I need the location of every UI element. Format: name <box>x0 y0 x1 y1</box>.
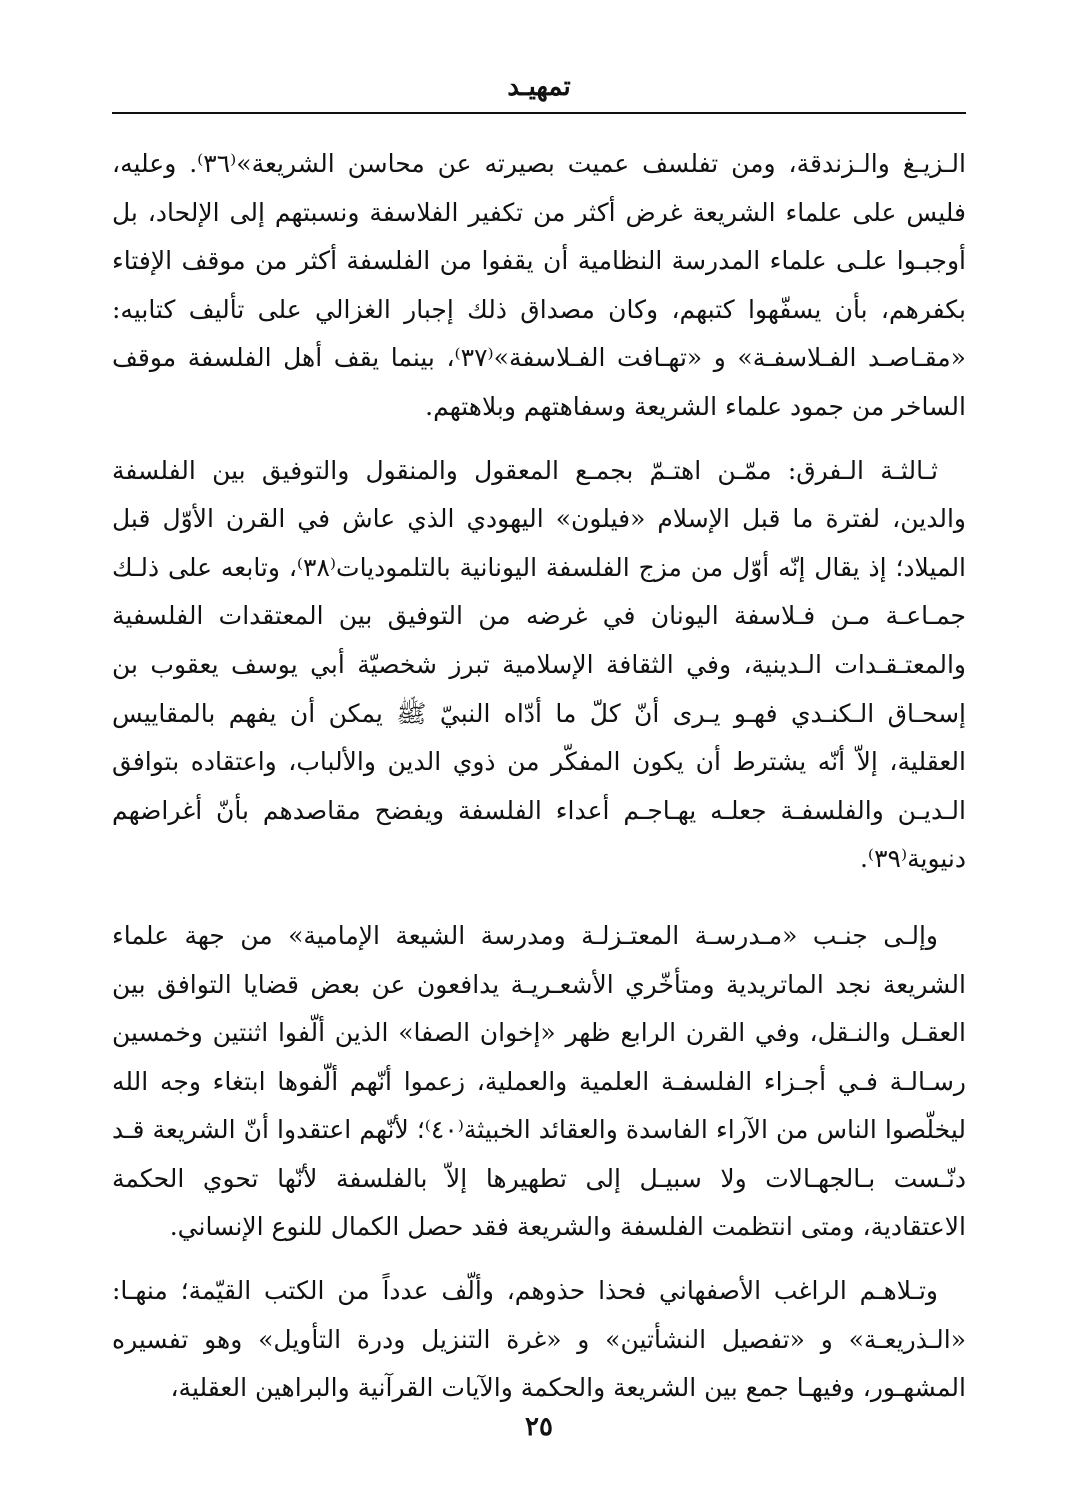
paragraph-1: الـزيـغ والـزندقة، ومن تفلسف عميت بصيرته عن محاسن الشريعة»⁽٣٦⁾. وعليه، فليس على علماء الشريعة غرض أكثر من تكفير الفلاسفة ونسبتهم إلى الإلحاد، بل أوجبـوا علـى علماء المدرسة النظامية أن يقفوا من الفلسفة أكثر من موقف الإفتاء بكفرهم، بأن يسفّهوا كتبهم، وكان مصداق ذلك إجبار الغزالي على تأليف كتابيه: «مقـاصـد الفـلاسفـة» و «تهـافت الفـلاسفة»⁽٣٧⁾، بينما يقف أهل الفلسفة موقف الساخر من جمود علماء الشريعة وسفاهتهم وبلاهتهم. <box>112 149 966 421</box>
body-text <box>112 140 966 1413</box>
header-rule <box>112 112 966 114</box>
paragraph-3: وإلـى جنـب «مـدرسـة المعتـزلـة ومدرسة الشيعة الإمامية» من جهة علماء الشريعة نجد الماتريدية ومتأخّري الأشعـريـة يدافعون عن بعض قضايا التوافق بين العقـل والنـقل، وفي القرن الرابع ظهر «إخوان الصفا» الذين ألّفوا اثنتين وخمسين رسـالـة فـي أجـزاء الفلسفـة العلمية والعملية، زعموا أنّهم ألّفوها ابتغاء وجه الله ليخلّصوا الناس من الآراء الفاسدة والعقائد الخبيثة⁽٤٠⁾؛ لأنّهم اعتقدوا أنّ الشريعة قـد دنّـست بـالجهـالات ولا سبيـل إلى تطهيرها إلاّ بالفلسفة لأنّها تحوي الحكمة الاعتقادية، ومتى انتظمت الفلسفة والشريعة فقد حصل الكمال للنوع الإنساني. <box>112 920 966 1242</box>
paragraph-2: ثـالثـة الـفرق: ممّـن اهتـمّ بجمـع المعقول والمنقول والتوفيق بين الفلسفة والدين، لفترة ما قبل الإسلام «فيلون» اليهودي الذي عاش في القرن الأوّل قبل الميلاد؛ إذ يقال إنّه أوّل من مزج الفلسفة اليونانية بالتلموديات⁽٣٨⁾، وتابعه على ذلـك جمـاعـة مـن فـلاسفة اليونان في غرضه من التوفيق بين المعتقدات الفلسفية والمعتـقـدات الـدينية، وفي الثقافة الإسلامية تبرز شخصيّة أبي يوسف يعقوب بن إسحـاق الـكنـدي فهـو يـرى أنّ كلّ ما أدّاه النبيّ ﷺ يمكن أن يفهم بالمقاييس العقلية، إلاّ أنّه يشترط أن يكون المفكّر من ذوي الدين والألباب، واعتقاده بتوافق الـديـن والفلسفـة جعلـه يهـاجـم أعداء الفلسفة ويفضح مقاصدهم بأنّ أغراضهم دنيوية⁽٣٩⁾. <box>112 455 967 874</box>
page-number: ٢٥ <box>525 1412 553 1442</box>
running-header: تمهيـد <box>507 72 571 102</box>
paragraph-4: وتـلاهـم الراغب الأصفهاني فحذا حذوهم، وألّف عدداً من الكتب القيّمة؛ منهـا: «الـذريعـة» و «تفصيل النشأتين» و «غرة التنزيل ودرة التأويل» وهو تفسيره المشهـور، وفيهـا جمع بين الشريعة والحكمة والآيات القرآنية والبراهين العقلية، <box>112 1276 966 1403</box>
